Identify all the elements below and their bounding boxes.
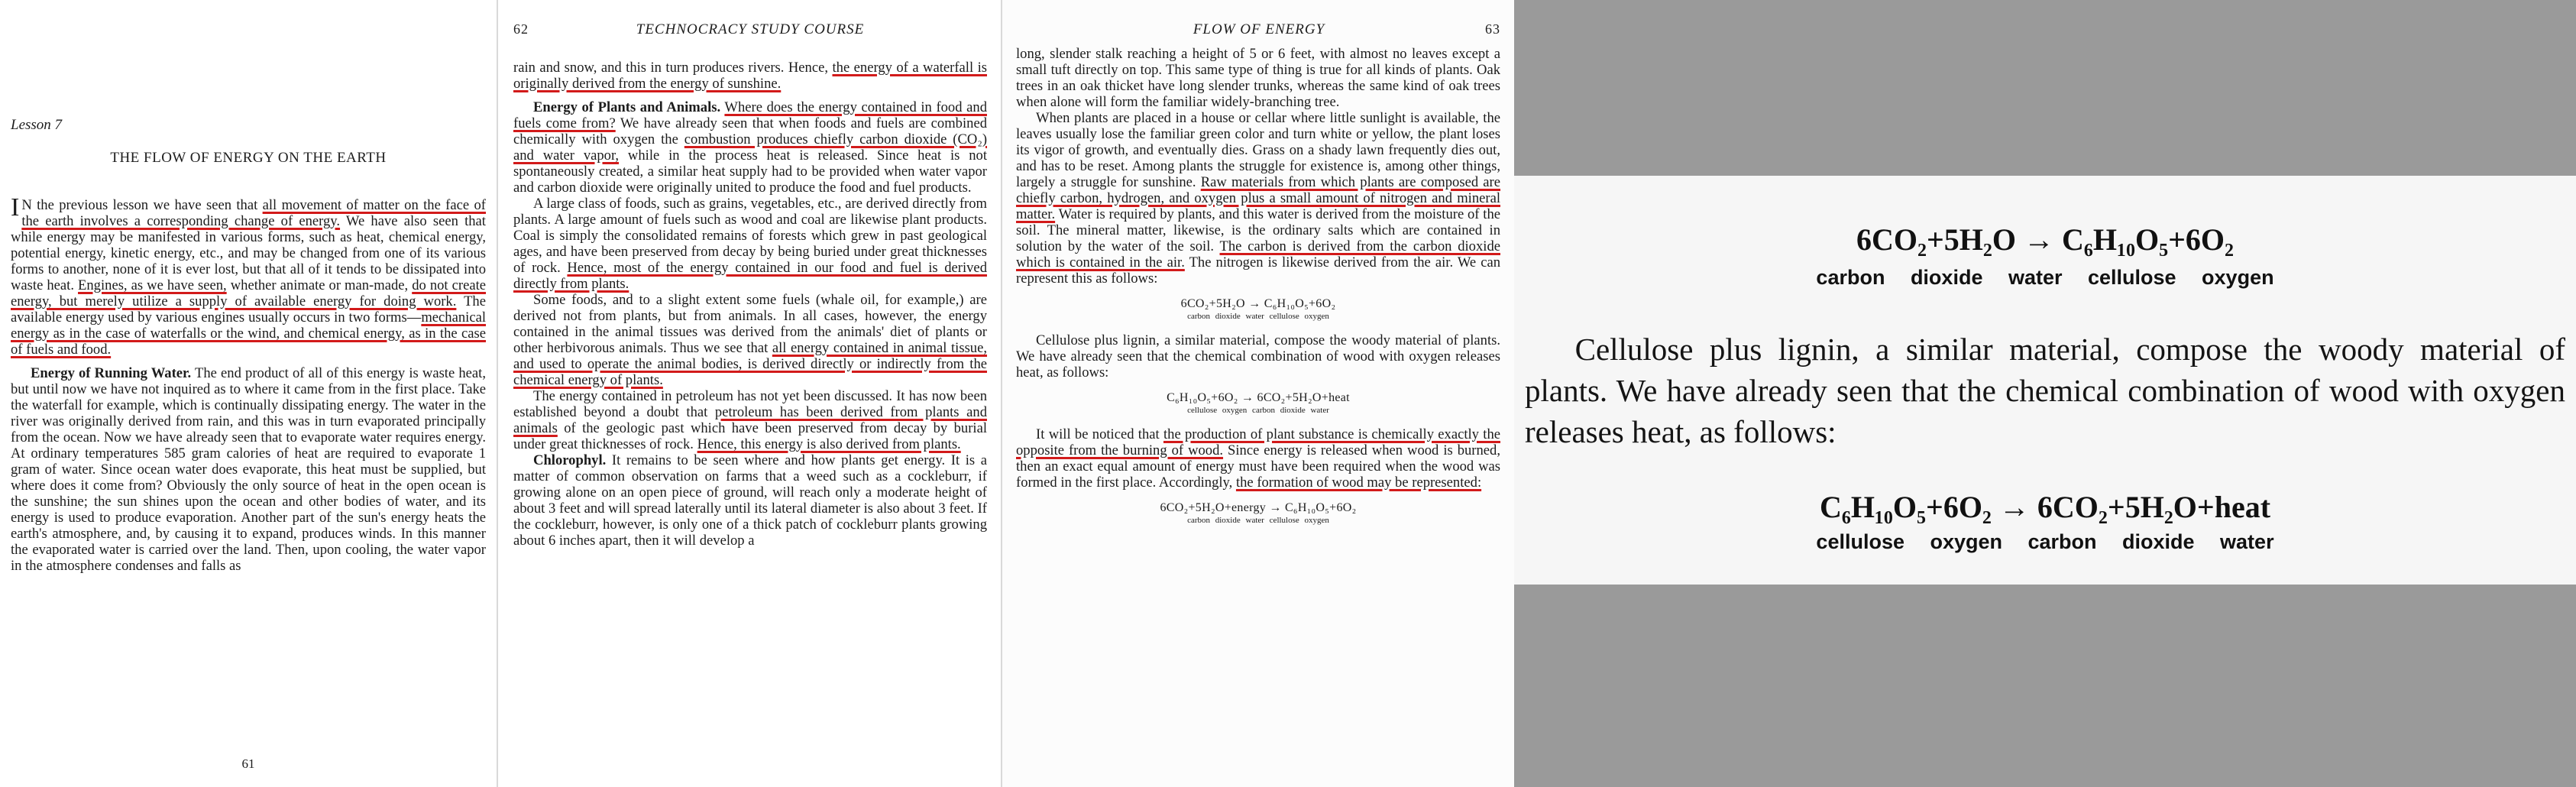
paragraph: Cellulose plus lignin, a similar material, compose the woody material of plants. We have already seen that the chemical combination of wood with oxygen releases heat, as follows:: [1016, 332, 1500, 381]
page-61-paper: [0, 0, 497, 787]
page-61-body: [11, 193, 486, 574]
paragraph: It will be noticed that the production of plant substance is chemically exactly the opposite from the burning of wood. Since energy is released when wood is burned, then an exact equal amount of energy must have been required when the wood was formed in the first place. Accordingly, the formation of wood may be represented:: [1016, 426, 1500, 491]
highlight: Raw materials from which plants are composed are chiefly carbon, hydrogen, and oxygen plus a small amount of nitrogen and mineral matter.: [1016, 174, 1501, 222]
highlight: mechanical energy as in the case of waterfalls or the wind, and chemical energy, as in the case of fuels and food.: [11, 309, 486, 358]
intro-paragraph: I N the previous lesson we have seen that all movement of matter on the face of the earth involves a corresponding change of energy. We have also seen that while energy may be manifested in various forms, such as heat, chemical energy, potential energy, kinetic energy, etc., and may be changed from one of its various forms to another, none of it is ever lost, but that all of it tends to be dissipated into waste heat. Engines, as we have seen, whether animate or man-made, do not create energy, but merely utilize a supply of available energy for doing work. The available energy used by various engines usually occurs in two forms—mechanical energy as in the case of waterfalls or the wind, and chemical energy, as in the case of fuels and food.: [11, 193, 486, 358]
page-63-paper: [1002, 0, 1516, 787]
highlight: Hence, this energy is also derived from plants.: [697, 436, 961, 452]
equation-formula: 6CO₂+5H₂O → C₆H₁₀O₅+6O₂: [1180, 297, 1336, 310]
paragraph: long, slender stalk reaching a height of 5 or 6 feet, with almost no leaves except a small tuft directly on top. This same type of thing is true for all kinds of plants. Oak trees in an oak thicket have long slender trunks, whereas the same kind of oak trees when alone will form the familiar widely-branching tree.: [1016, 46, 1500, 110]
running-title: FLOW OF ENERGY: [1193, 21, 1325, 37]
page-number: 62: [513, 21, 529, 37]
drop-cap: I: [11, 193, 20, 222]
zoom-crop: [1514, 176, 2576, 585]
highlight: all energy contained in animal tissue, and used to operate the animal bodies, is derived directly or indirectly from the chemical energy of plants.: [513, 340, 988, 388]
page-number: 63: [1485, 21, 1500, 37]
section-heading: Energy of Running Water.: [31, 365, 192, 381]
paragraph: Some foods, and to a slight extent some fuels (whale oil, for example,) are derived not from plants, but from animals. In all cases, however, the energy contained in the animal tissues was derived from the animals' diet of plants or other herbivorous animals. Thus we see that all energy contained in animal tissue, and used to operate the animal bodies, is derived directly or indirectly from the chemical energy of plants.: [513, 292, 988, 388]
zoom-equation-2: C₆H₁₀O₅+6O₂ → 6CO₂+5H₂O+heat: [1819, 490, 2271, 524]
equation-labels: carbon dioxide water cellulose oxygen: [1187, 516, 1329, 525]
highlight: Hence, most of the energy contained in our food and fuel is derived directly from plants.: [513, 260, 987, 292]
page-number: 61: [241, 756, 255, 771]
highlight: the energy of a waterfall is originally derived from the energy of sunshine.: [513, 60, 987, 92]
running-head: [498, 21, 1002, 41]
zoom-text: Cellulose plus lignin, a similar material, compose the woody material of plants. We have already seen that the chemical combination of wood with oxygen releases heat, as follows:: [1525, 332, 2565, 449]
highlight: do not create energy, but merely utilize a supply of available energy for doing work.: [11, 277, 486, 309]
plants-paragraph: Energy of Plants and Animals. Where does the energy contained in food and fuels come from? We have already seen that when foods and fuels are combined chemically with oxygen the combustion produces chiefly carbon dioxide (CO₂) and water vapor, while in the process heat is released. Since heat is not spontaneously created, a similar heat supply had to be provided when water vapor and carbon dioxide were originally united to produce the food and fuel products.: [513, 99, 988, 196]
equation-labels: cellulose oxygen carbon dioxide water: [1187, 406, 1329, 415]
highlight: combustion produces chiefly carbon dioxide (CO₂) and water vapor,: [513, 131, 988, 164]
running-water-paragraph: Energy of Running Water. The end product of all of this energy is waste heat, but until now we have not inquired as to where it came from in the first place. Take the waterfall for example, which is continually dissipating energy. The water in the river was originally derived from rain, and this was in turn evaporated principally from the ocean. Now we have already seen that to evaporate water requires energy. At ordinary temperatures 585 gram calories of heat are required to evaporate 1 gram of water. Since ocean water does evaporate, this heat must be supplied, but where does it come from? Obviously the only source of heat in the open ocean is the sunshine; the sun shines upon the ocean and other bodies of water, and its energy is used to produce evaporation. Another part of the sun's energy heats the earth's atmosphere, and, by causing it to expand, produces winds. In this manner the evaporated water is carried over the land. Then, upon cooling, the water vapor in the atmosphere condenses and falls as: [11, 365, 486, 574]
equation-formula: C₆H₁₀O₅+6O₂ → 6CO₂+5H₂O+heat: [1167, 391, 1350, 404]
highlight: the formation of wood may be represented:: [1235, 474, 1482, 491]
page-63-body: [1016, 46, 1500, 536]
paragraph: When plants are placed in a house or cellar where little sunlight is available, the leaves usually lose the familiar green color and turn white or yellow, the plant loses its vigor of growth, and eventually dies. Grass on a shady lawn frequently dies out, and has to be reset. Among plants the struggle for existence is, among other things, largely a struggle for sunshine. Raw materials from which plants are composed are chiefly carbon, hydrogen, and oxygen plus a small amount of nitrogen and mineral matter. Water is required by plants, and this water is derived from the moisture of the soil. The mineral matter, likewise, is the ordinary salts which are contained in solution by the water of the soil. The carbon is derived from the carbon dioxide which is contained in the air. The nitrogen is likewise derived from the air. We can represent this as follows:: [1016, 110, 1501, 287]
highlight: all movement of matter on the face of the earth involves a corresponding change of energy.: [21, 197, 486, 229]
section-heading: Chlorophyl.: [533, 452, 607, 468]
chlorophyl-paragraph: Chlorophyl. It remains to be seen where and how plants get energy. It is a matter of common observation on farms that a weed such as a cockleburr, if growing alone on an open piece of ground, will reach only a moderate height of about 3 feet and will spread laterally until its lateral diameter is also about 3 feet. If the cockleburr, however, is only one of a thick patch of cockleburr plants growing about 6 inches apart, then it will develop a: [513, 452, 987, 549]
highlight: Engines, as we have seen,: [78, 277, 227, 293]
paragraph: The energy contained in petroleum has not yet been discussed. It has now been established beyond a doubt that petroleum has been derived from plants and animals of the geologic past which have been preserved from decay by burial under great thicknesses of rock. Hence, this energy is also derived from plants.: [513, 388, 987, 452]
equation-formula: 6CO₂+5H₂O+energy → C₆H₁₀O₅+6O₂: [1160, 501, 1357, 514]
zoom-equation-1-labels: carbon dioxide water cellulose oxygen: [1816, 266, 2274, 289]
lesson-label: Lesson 7: [11, 117, 63, 133]
equation-labels: carbon dioxide water cellulose oxygen: [1187, 312, 1329, 321]
equation-formation: [1016, 500, 1500, 526]
highlight: Where does the energy contained in food and fuels come from?: [513, 99, 987, 131]
page-62-paper: [498, 0, 1002, 787]
page-62-body: [513, 60, 987, 549]
equation-photosynthesis: [1016, 296, 1500, 322]
highlight: the production of plant substance is chemically exactly the opposite from the burning of wood.: [1016, 426, 1500, 458]
chapter-title: THE FLOW OF ENERGY ON THE EARTH: [110, 150, 387, 166]
paragraph: rain and snow, and this in turn produces rivers. Hence, the energy of a waterfall is originally derived from the energy of sunshine.: [513, 60, 987, 92]
running-head: [1002, 21, 1516, 41]
zoom-equation-2-labels: cellulose oxygen carbon dioxide water: [1816, 530, 2274, 553]
paragraph: A large class of foods, such as grains, vegetables, etc., are derived directly from plants. A large amount of fuels such as wood and coal are likewise plant products. Coal is simply the consolidated remains of forests which grew in past geological ages, and have been preserved from decay by being buried under great thicknesses of rock. Hence, most of the energy contained in our food and fuel is derived directly from plants.: [513, 196, 987, 292]
highlight: petroleum has been derived from plants and animals: [513, 404, 987, 436]
running-title: TECHNOCRACY STUDY COURSE: [636, 21, 865, 37]
page-62: [497, 0, 1002, 787]
page-63: [1001, 0, 1516, 787]
page-61: [0, 0, 497, 787]
equation-combustion: [1016, 390, 1500, 416]
zoom-crop-panel: [1514, 0, 2576, 787]
zoom-equation-1: 6CO₂+5H₂O → C₆H₁₀O₅+6O₂: [1856, 222, 2234, 257]
highlight: The carbon is derived from the carbon dioxide which is contained in the air.: [1016, 238, 1500, 270]
section-heading: Energy of Plants and Animals.: [533, 99, 721, 115]
